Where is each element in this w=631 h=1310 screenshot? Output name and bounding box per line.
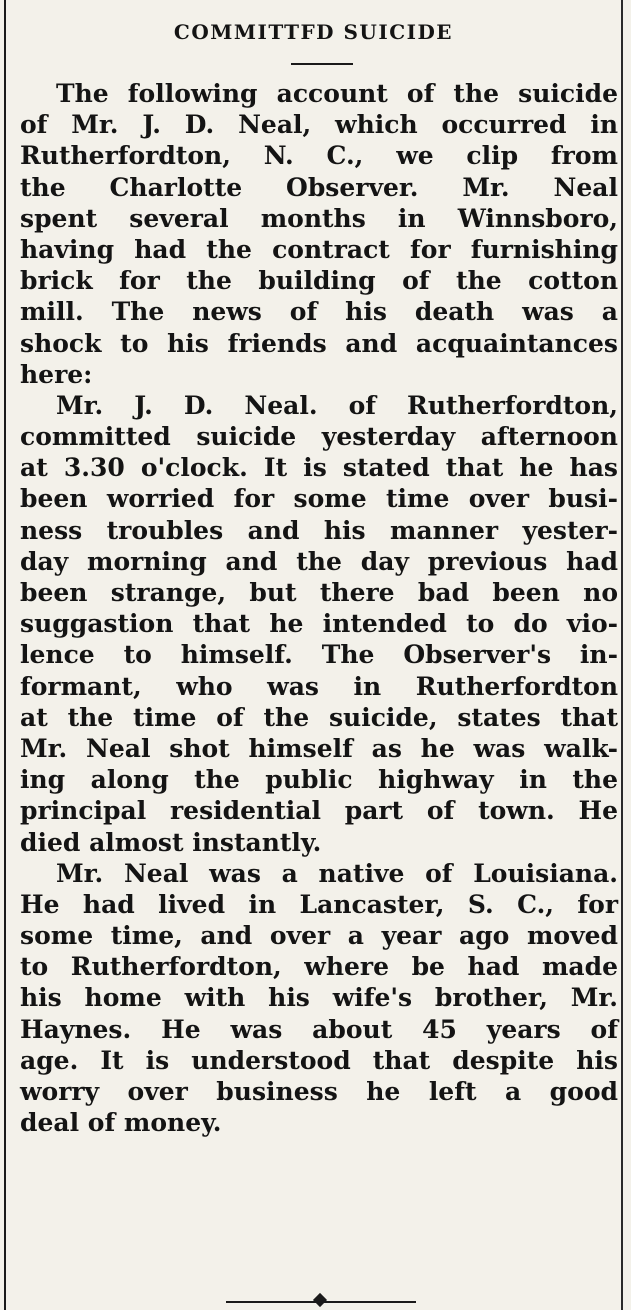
text-line: The following account of the suicide: [56, 79, 618, 108]
text-line: committed suicide yesterday afternoon: [20, 422, 618, 452]
text-line: died almost instantly.: [20, 827, 322, 857]
text-line: ness troubles and his manner yester-: [20, 515, 618, 545]
text-line: suggastion that he intended to do vio-: [20, 609, 618, 639]
text-line: lence to himself. The Observer's in-: [20, 640, 618, 670]
text-line: Mr. Neal shot himself as he was walk-: [20, 733, 618, 763]
article-body: [20, 78, 618, 1138]
text-line: shock to his friends and acquaintances: [20, 328, 618, 358]
headline-rule: [291, 63, 353, 65]
text-line: formant, who was in Rutherfordton: [20, 671, 618, 701]
text-line: the Charlotte Observer. Mr. Neal: [20, 172, 618, 202]
text-line: worry over business he left a good: [20, 1077, 618, 1106]
paragraph-2: [20, 390, 618, 858]
text-line: Mr. J. D. Neal. of Rutherfordton,: [56, 390, 618, 420]
paragraph-1: [20, 78, 618, 390]
text-line: having had the contract for furnishing: [20, 234, 618, 264]
diamond-ornament-icon: [313, 1293, 327, 1307]
newspaper-column: [4, 0, 623, 1310]
text-line: deal of money.: [20, 1108, 222, 1138]
text-line: Rutherfordton, N. C., we clip from: [20, 141, 618, 171]
text-line: Haynes. He was about 45 years of: [20, 1014, 618, 1044]
headline: COMMITTFD SUICIDE: [173, 20, 454, 44]
text-line: ing along the public highway in the: [20, 765, 618, 795]
text-line: He had lived in Lancaster, S. C., for: [20, 889, 618, 919]
text-line: of Mr. J. D. Neal, which occurred in: [20, 110, 618, 140]
text-line: been worried for some time over busi-: [20, 484, 618, 514]
text-line: to Rutherfordton, where be had made: [20, 952, 618, 982]
text-line: day morning and the day previous had: [20, 546, 618, 576]
text-line: spent several months in Winnsboro,: [20, 203, 618, 233]
text-line: some time, and over a year ago moved: [20, 921, 618, 951]
text-line: here:: [20, 359, 93, 389]
paragraph-3: [20, 858, 618, 1139]
text-line: mill. The news of his death was a: [20, 297, 618, 327]
text-line: been strange, but there bad been no: [20, 578, 618, 607]
text-line: Mr. Neal was a native of Louisiana.: [56, 858, 618, 888]
text-line: his home with his wife's brother, Mr.: [20, 983, 618, 1013]
text-line: at the time of the suicide, states that: [20, 702, 618, 732]
text-line: principal residential part of town. He: [20, 796, 618, 826]
text-line: brick for the building of the cotton: [20, 266, 618, 296]
text-line: age. It is understood that despite his: [20, 1045, 618, 1075]
text-line: at 3.30 o'clock. It is stated that he has: [20, 453, 618, 483]
